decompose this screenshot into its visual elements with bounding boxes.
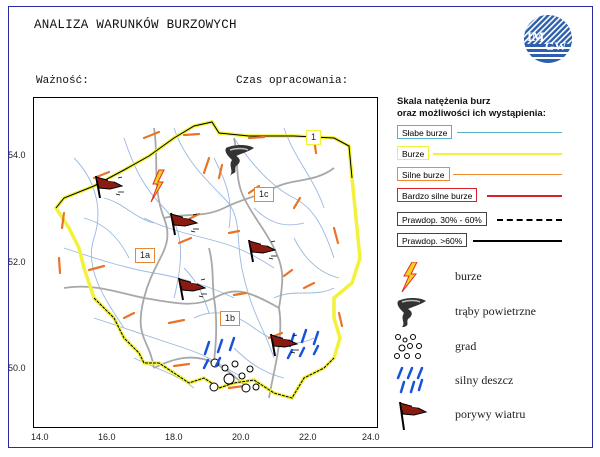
x-tick-14: 14.0 bbox=[31, 432, 49, 442]
heavy-rain-icon bbox=[392, 366, 432, 396]
y-tick-54: 54.0 bbox=[8, 150, 26, 160]
legend-very-strong-storms: Bardzo silne burze bbox=[397, 188, 565, 204]
svg-text:GW: GW bbox=[545, 39, 567, 53]
legend-symbol-heavy-rain: silny deszcz bbox=[392, 366, 582, 396]
lightning-icon bbox=[392, 262, 432, 292]
y-tick-52: 52.0 bbox=[8, 257, 26, 267]
heavy-rain-markers bbox=[204, 330, 318, 368]
legend-symbol-hail: grad bbox=[392, 332, 582, 362]
legend-symbol-lightning: burze bbox=[392, 262, 582, 292]
tornado-icon bbox=[392, 297, 432, 327]
svg-text:IM: IM bbox=[527, 29, 545, 44]
hail-icon bbox=[392, 332, 432, 362]
legend-symbol-wind-gust: porywy wiatru bbox=[392, 400, 582, 430]
x-tick-16: 16.0 bbox=[98, 432, 116, 442]
page-title: ANALIZA WARUNKÓW BURZOWYCH bbox=[34, 18, 237, 32]
voivodeship-borders bbox=[64, 128, 334, 398]
legend-storms: Burze bbox=[397, 146, 565, 162]
rivers bbox=[64, 128, 339, 388]
region-label-1: 1 bbox=[306, 130, 321, 145]
legend-weak-storms: Słabe burze bbox=[397, 125, 565, 141]
tornado-marker bbox=[225, 145, 254, 176]
x-tick-20: 20.0 bbox=[232, 432, 250, 442]
legend-probability-over-60: Prawdop. >60% bbox=[397, 233, 565, 249]
legend-symbol-tornado: trąby powietrzne bbox=[392, 297, 582, 327]
legend-title: Skala natężenia burz oraz możliwości ich wystąpienia: bbox=[397, 96, 546, 119]
x-tick-22: 22.0 bbox=[299, 432, 317, 442]
map-area bbox=[33, 97, 378, 428]
prepared-label: Czas opracowania: bbox=[236, 75, 349, 87]
wind-gust-flag-icon bbox=[392, 400, 432, 430]
y-tick-50: 50.0 bbox=[8, 363, 26, 373]
legend-strong-storms: Silne burze bbox=[397, 167, 565, 183]
imgw-logo bbox=[523, 14, 573, 64]
x-tick-24: 24.0 bbox=[362, 432, 380, 442]
validity-label: Ważność: bbox=[36, 75, 89, 87]
legend-probability-30-60: Prawdop. 30% - 60% bbox=[397, 212, 565, 228]
region-label-1a: 1a bbox=[135, 248, 155, 263]
x-tick-18: 18.0 bbox=[165, 432, 183, 442]
region-label-1c: 1c bbox=[254, 187, 274, 202]
region-label-1b: 1b bbox=[220, 311, 240, 326]
